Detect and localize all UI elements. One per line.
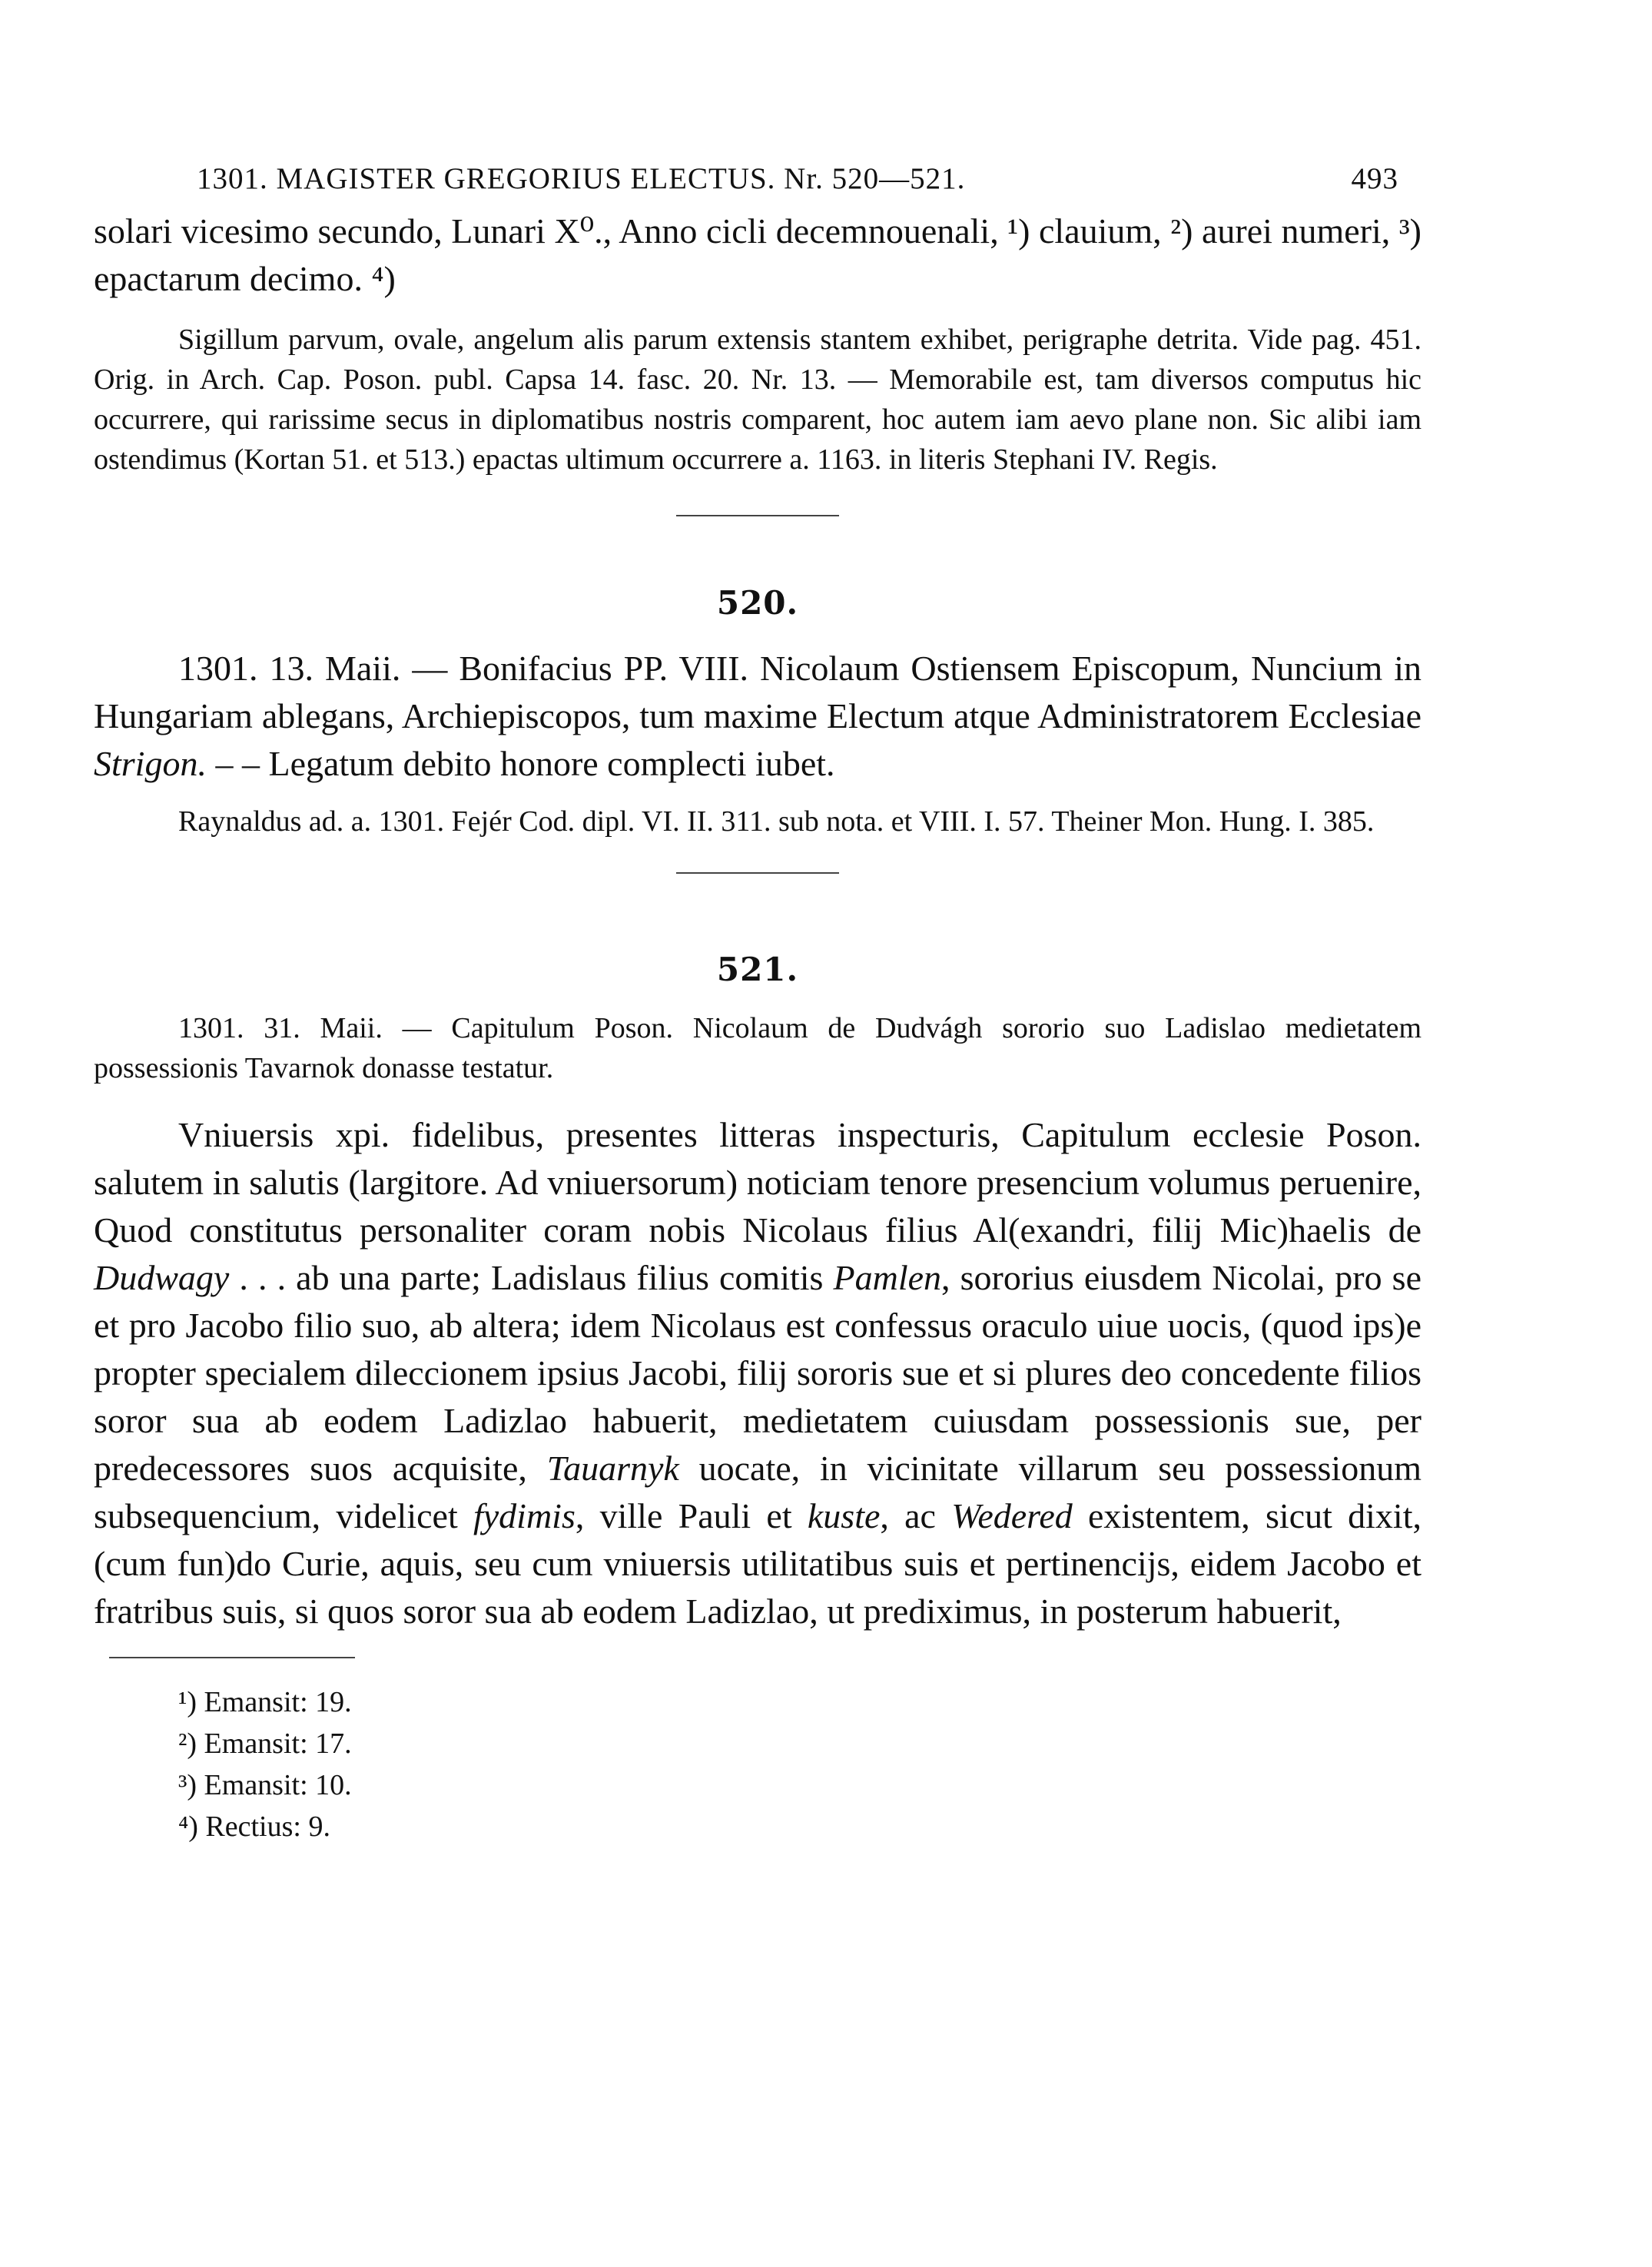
body-text: Vniuersis xpi. fidelibus, presentes litteras inspecturis, Capitulum ecclesie Poson. salutem in salutis (largitore. Ad vniuersorum) noticiam tenore presencium volumus peruenire, Quod constitutus personaliter coram nobis Nicolaus filius Al(exandri, filij Mic)haelis de <box>94 1115 1421 1250</box>
body-text: , sororius eiusdem Nicolai, pro se et pro Jacobo filio suo, ab altera; idem Nicolaus est confessus oraculo uiue uocis, (quod ips)e propter specialem dileccionem ipsius Jacobi, filij sororis sue et si plures deo concedente filios soror sua ab eodem Ladizlao habuerit, medietatem cuiusdam possessionis sue, per predecessores suos acquisite, <box>94 1258 1422 1488</box>
continuation-text: solari vicesimo secundo, Lunari X⁰., Anno cicli decemnouenali, ¹) clauium, ²) aurei numeri, ³) epactarum decimo. ⁴) <box>94 211 1421 298</box>
footnote-3: ³) Emansit: 10. <box>178 1769 352 1801</box>
doc520-summary-b: – – Legatum debito honore complecti iubet. <box>206 744 835 783</box>
place-name: Tauarnyk <box>546 1449 679 1488</box>
place-name: Dudwagy <box>94 1258 230 1297</box>
section-divider <box>676 515 839 516</box>
running-title: 1301. MAGISTER GREGORIUS ELECTUS. Nr. 520—521. <box>197 162 966 195</box>
footnote-divider <box>109 1657 355 1658</box>
person-name: Pamlen <box>833 1258 942 1297</box>
doc521-body <box>94 1111 1421 1635</box>
body-text: existentem, sicut dixit, (cum fun)do Curie, aquis, seu cum vniuersis utilitatibus suis et pertinencijs, eidem Jacobo et fratribus suis, si quos soror sua ab eodem Ladizlao, ut prediximus, in posterum habuerit, <box>94 1496 1421 1631</box>
place-name: fydimis <box>473 1496 576 1535</box>
doc520-summary <box>94 645 1421 788</box>
place-name: kuste <box>807 1496 881 1535</box>
place-name: Wedered <box>951 1496 1073 1535</box>
footnotes <box>94 1681 1421 1847</box>
doc520-summary-a: 1301. 13. Maii. — Bonifacius PP. VIII. Nicolaum Ostiensem Episcopum, Nuncium in Hungariam ablegans, Archiepiscopos, tum maxime Electum atque Administratorem Ecclesiae <box>94 649 1421 735</box>
seal-note: Sigillum parvum, ovale, angelum alis parum extensis stantem exhibet, perigraphe detrita. Vide pag. 451. Orig. in Arch. Cap. Poson. publ. Capsa 14. fasc. 20. Nr. 13. — Memorabile est, tam diversos computus hic occurrere, qui rarissime secus in diplomatibus nostris comparent, hoc autem iam aevo plane non. Sic alibi iam ostendimus (Kortan 51. et 513.) epactas ultimum occurrere a. 1163. in literis Stephani IV. Regis. <box>94 324 1421 476</box>
body-text: , ville Pauli et <box>575 1496 808 1535</box>
document-number-521: 521. <box>716 951 799 988</box>
running-head <box>94 161 1421 207</box>
footnote-4: ⁴) Rectius: 9. <box>178 1811 330 1843</box>
body-text: . . . ab una parte; Ladislaus filius comitis <box>229 1258 834 1297</box>
footnote-2: ²) Emansit: 17. <box>178 1728 352 1760</box>
section-divider <box>676 872 839 874</box>
document-number-520: 520. <box>716 584 799 622</box>
footnote-1: ¹) Emansit: 19. <box>178 1686 352 1718</box>
doc520-source: Raynaldus ad. a. 1301. Fejér Cod. dipl. VI. II. 311. sub nota. et VIII. I. 57. Theiner Mon. Hung. I. 385. <box>178 805 1375 838</box>
body-text: , ac <box>880 1496 952 1535</box>
doc521-summary: 1301. 31. Maii. — Capitulum Poson. Nicolaum de Dudvágh sororio suo Ladislao medietatem possessionis Tavarnok donasse testatur. <box>94 1012 1421 1084</box>
doc520-summary-place: Strigon. <box>94 744 207 783</box>
page-number: 493 <box>1351 162 1398 195</box>
body-text: uocate, in vicinitate villarum seu possessionum subsequencium, videlicet <box>94 1449 1421 1535</box>
